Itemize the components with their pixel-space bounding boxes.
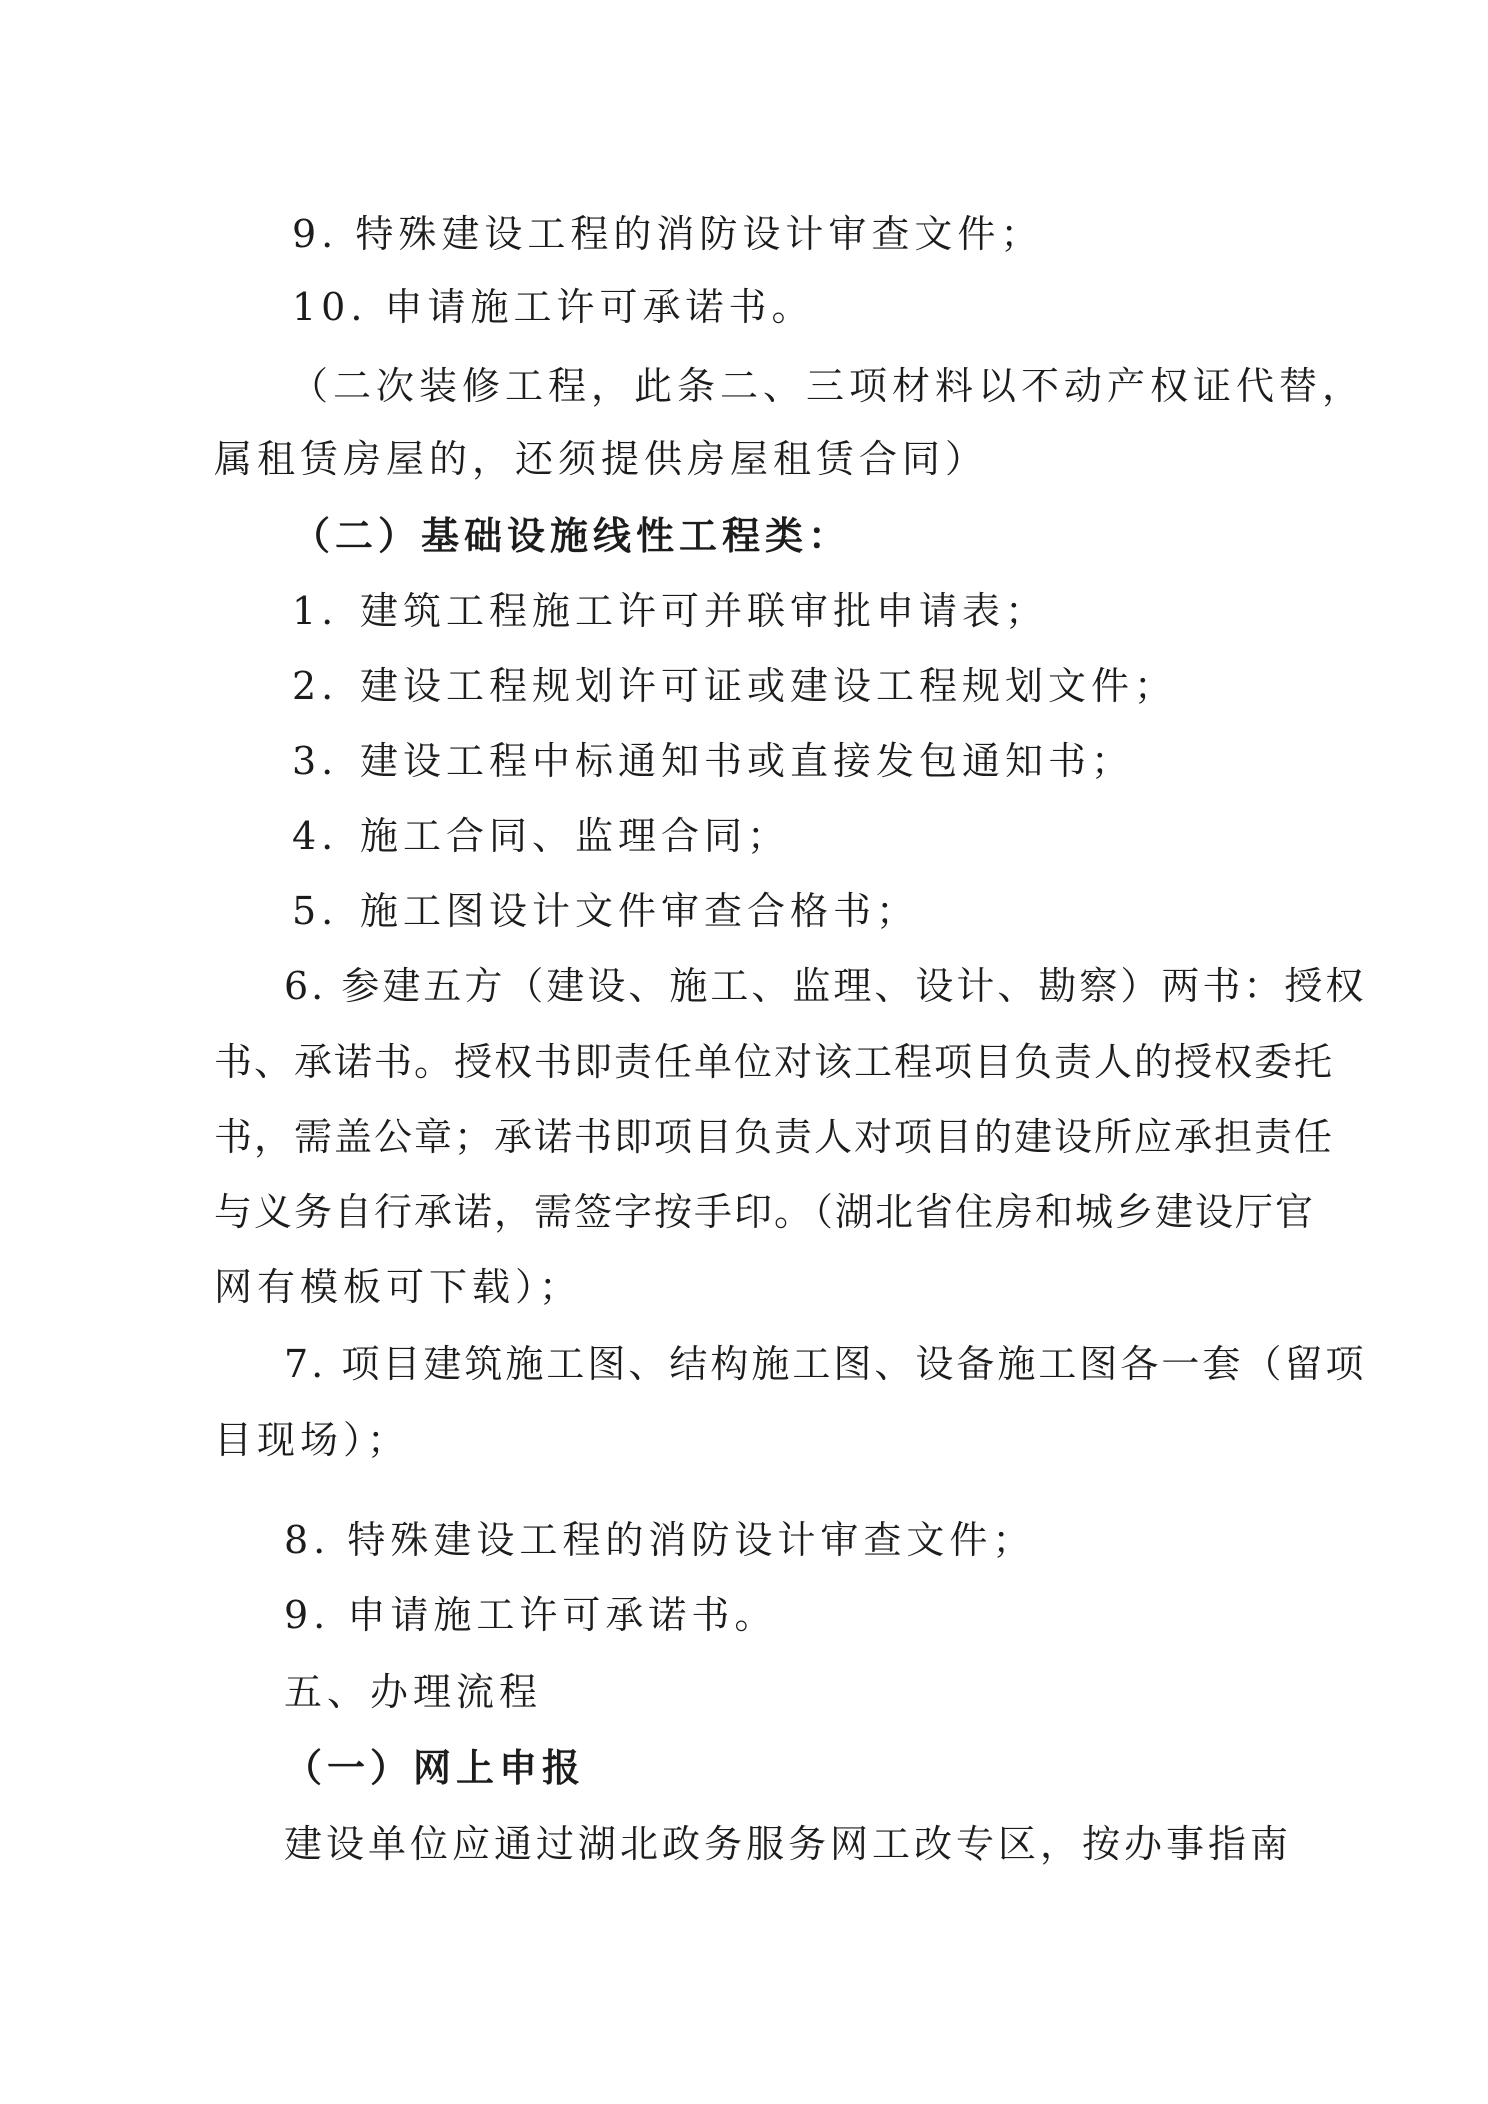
infra-item-5 bbox=[292, 889, 919, 933]
infra-item-4 bbox=[292, 814, 790, 858]
renovation-note-line-1: （二次装修工程，此条二、三项材料以不动产权证代替， bbox=[290, 364, 1366, 408]
infra-item-6-line-5: 网有模板可下载）； bbox=[214, 1265, 583, 1309]
infra-item-7-line-1: 7. 项目建筑施工图、结构施工图、设备施工图各一套（留项 bbox=[284, 1342, 1367, 1386]
infra-item-6-line-3: 书，需盖公章；承诺书即项目负责人对项目的建设所应承担责任 bbox=[214, 1115, 1335, 1159]
infra-item-1 bbox=[292, 589, 1048, 633]
infra-item-2 bbox=[292, 664, 1177, 708]
infra-item-2-text: 建设工程规划许可证或建设工程规划文件； bbox=[360, 664, 1178, 708]
infra-item-5-text: 施工图设计文件审查合格书； bbox=[360, 889, 920, 933]
infra-item-8: 8. 特殊建设工程的消防设计审查文件； bbox=[284, 1518, 1036, 1562]
renovation-note-line-2: 属租赁房屋的，还须提供房屋租赁合同） bbox=[214, 437, 989, 481]
infra-item-2-number: 2. bbox=[292, 664, 339, 708]
infra-item-1-text: 建筑工程施工许可并联审批申请表； bbox=[360, 589, 1049, 633]
infra-item-9: 9. 申请施工许可承诺书。 bbox=[284, 1593, 778, 1637]
infra-item-4-text: 施工合同、监理合同； bbox=[360, 814, 791, 858]
infra-item-3-number: 3. bbox=[292, 739, 339, 783]
section-heading-infrastructure: （二）基础设施线性工程类： bbox=[292, 513, 852, 558]
section-heading-process: 五、办理流程 bbox=[284, 1670, 543, 1714]
infra-item-6-line-4: 与义务自行承诺，需签字按手印。（湖北省住房和城乡建设厅官 bbox=[214, 1190, 1316, 1234]
infra-item-3-text: 建设工程中标通知书或直接发包通知书； bbox=[360, 739, 1135, 783]
item-10-permit-commitment: 10. 申请施工许可承诺书。 bbox=[292, 285, 815, 329]
item-9-fire-design-review: 9. 特殊建设工程的消防设计审查文件； bbox=[292, 212, 1044, 256]
subsection-heading-online: （一）网上申报 bbox=[284, 1745, 586, 1790]
infra-item-3 bbox=[292, 739, 1134, 783]
infra-item-4-number: 4. bbox=[292, 814, 339, 858]
online-paragraph-line-1: 建设单位应通过湖北政务服务网工改专区，按办事指南 bbox=[284, 1822, 1293, 1866]
infra-item-6-line-1: 6. 参建五方（建设、施工、监理、设计、勘察）两书：授权 bbox=[284, 964, 1367, 1008]
infra-item-1-number: 1. bbox=[292, 589, 339, 633]
infra-item-5-number: 5. bbox=[292, 889, 339, 933]
infra-item-7-line-2: 目现场）； bbox=[214, 1418, 411, 1462]
infra-item-6-line-2: 书、承诺书。授权书即责任单位对该工程项目负责人的授权委托 bbox=[214, 1040, 1335, 1084]
